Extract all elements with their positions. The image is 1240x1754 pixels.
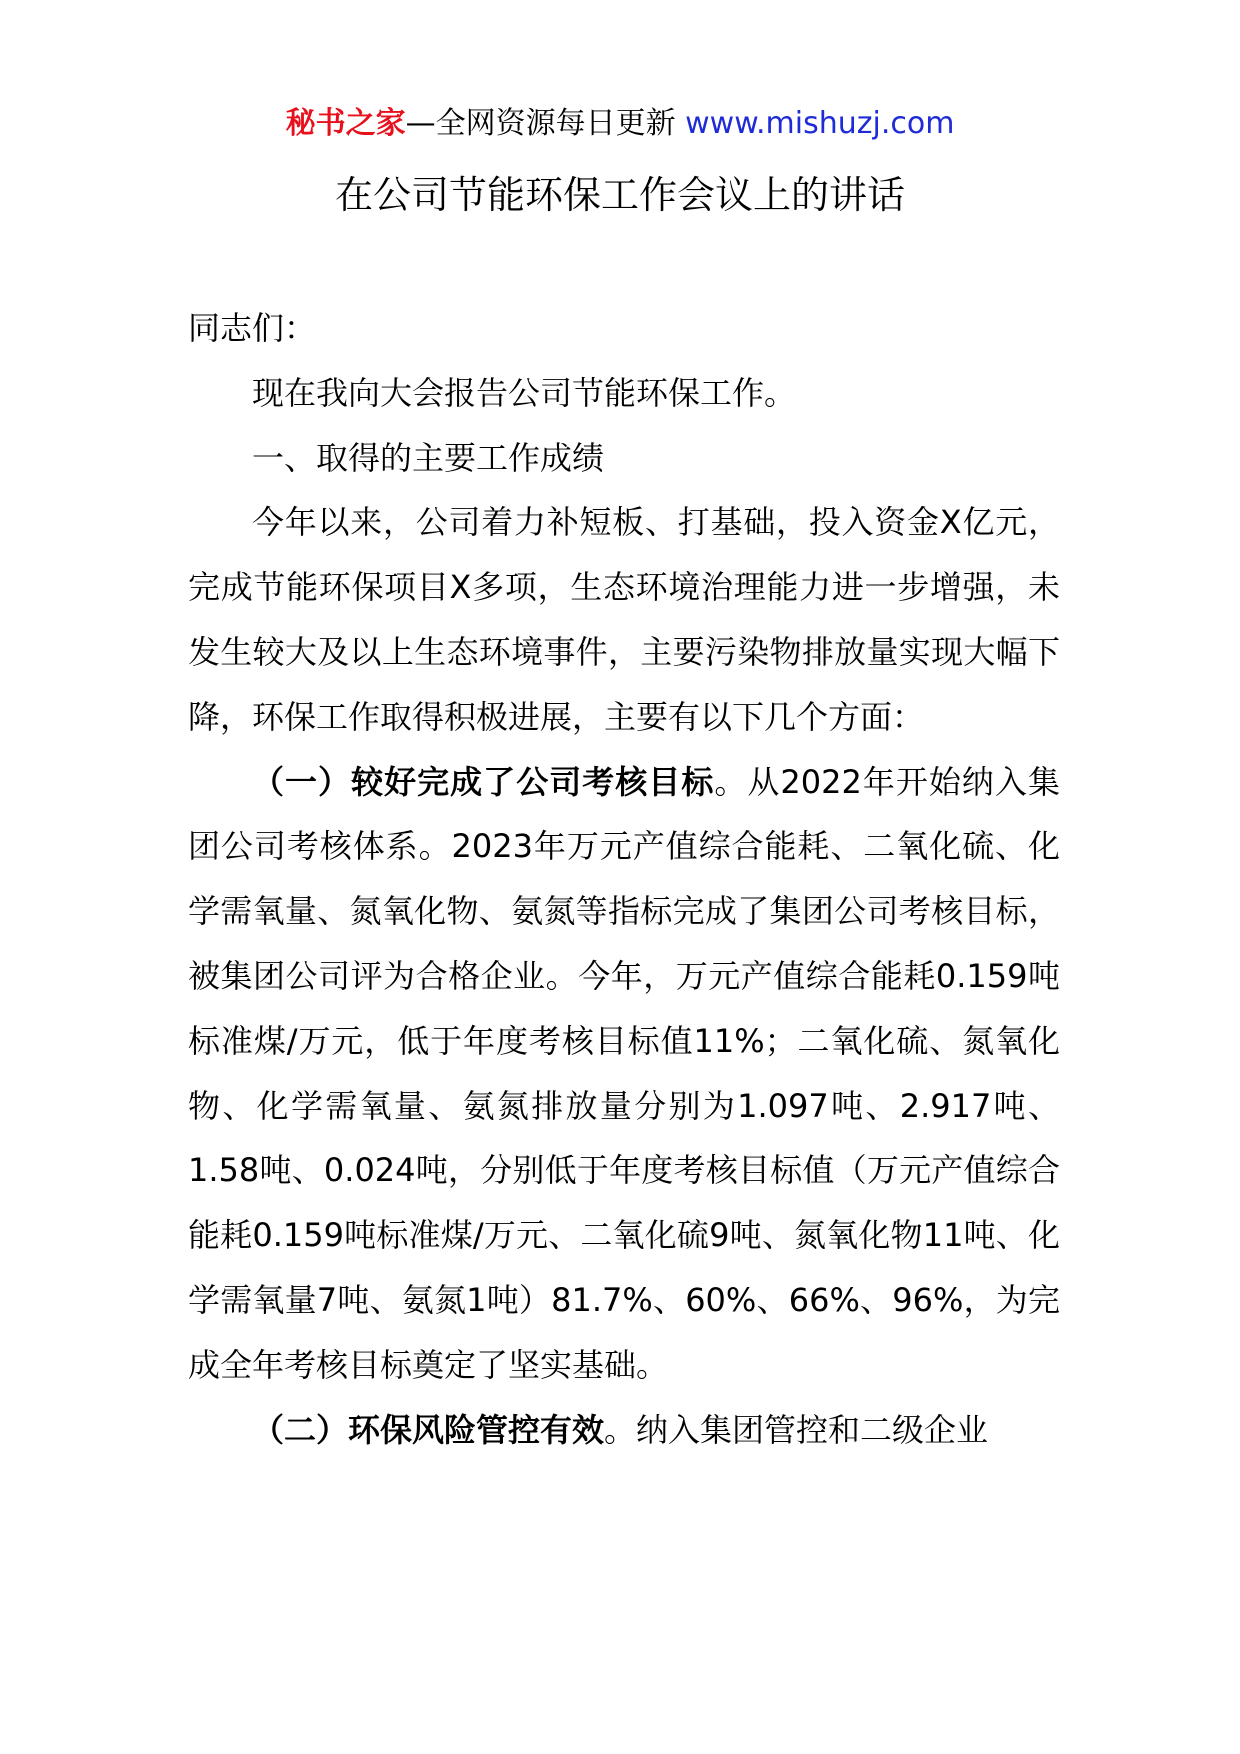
section-heading: 一、取得的主要工作成绩 bbox=[252, 438, 605, 477]
body-paragraph: 今年以来，公司着力补短板、打基础，投入资金X亿元，完成节能环保项目X多项，生态环境治理能力进一步增强，未发生较大及以上生态环境事件，主要污染物排放量实现大幅下降，环保工作取得积极进展，主要有以下几个方面： bbox=[188, 503, 1060, 736]
site-header bbox=[0, 104, 1240, 144]
item-text: 。纳入集团管控和二级企业 bbox=[604, 1410, 989, 1449]
item-text: 。从2022年开始纳入集团公司考核体系。2023年万元产值综合能耗、二氧化硫、化学需氧量、氮氧化物、氨氮等指标完成了集团公司考核目标，被集团公司评为合格企业。今年，万元产值综合能耗0.159吨标准煤/万元，低于年度考核目标值11%；二氧化硫、氮氧化物、化学需氧量、氨氮排放量分别为1.097吨、2.917吨、1.58吨、0.024吨，分别低于年度考核目标值（万元产值综合能耗0.159吨标准煤/万元、二氧化硫9吨、氮氧化物11吨、化学需氧量7吨、氨氮1吨）81.7%、60%、66%、96%，为完成全年考核目标奠定了坚实基础。 bbox=[188, 762, 1060, 1384]
intro-paragraph: 现在我向大会报告公司节能环保工作。 bbox=[252, 373, 797, 412]
item-paragraph bbox=[188, 1398, 1060, 1463]
item-heading: （一）较好完成了公司考核目标 bbox=[252, 762, 715, 801]
document-title: 在公司节能环保工作会议上的讲话 bbox=[334, 173, 905, 217]
item-heading: （二）环保风险管控有效 bbox=[252, 1410, 605, 1449]
salutation: 同志们： bbox=[188, 309, 317, 347]
brand-name: 秘书之家 bbox=[285, 106, 406, 141]
site-url-link[interactable]: www.mishuzj.com bbox=[685, 106, 955, 141]
document-body bbox=[188, 296, 1060, 1462]
site-slogan: —全网资源每日更新 bbox=[405, 106, 676, 141]
item-paragraph bbox=[188, 750, 1060, 1398]
